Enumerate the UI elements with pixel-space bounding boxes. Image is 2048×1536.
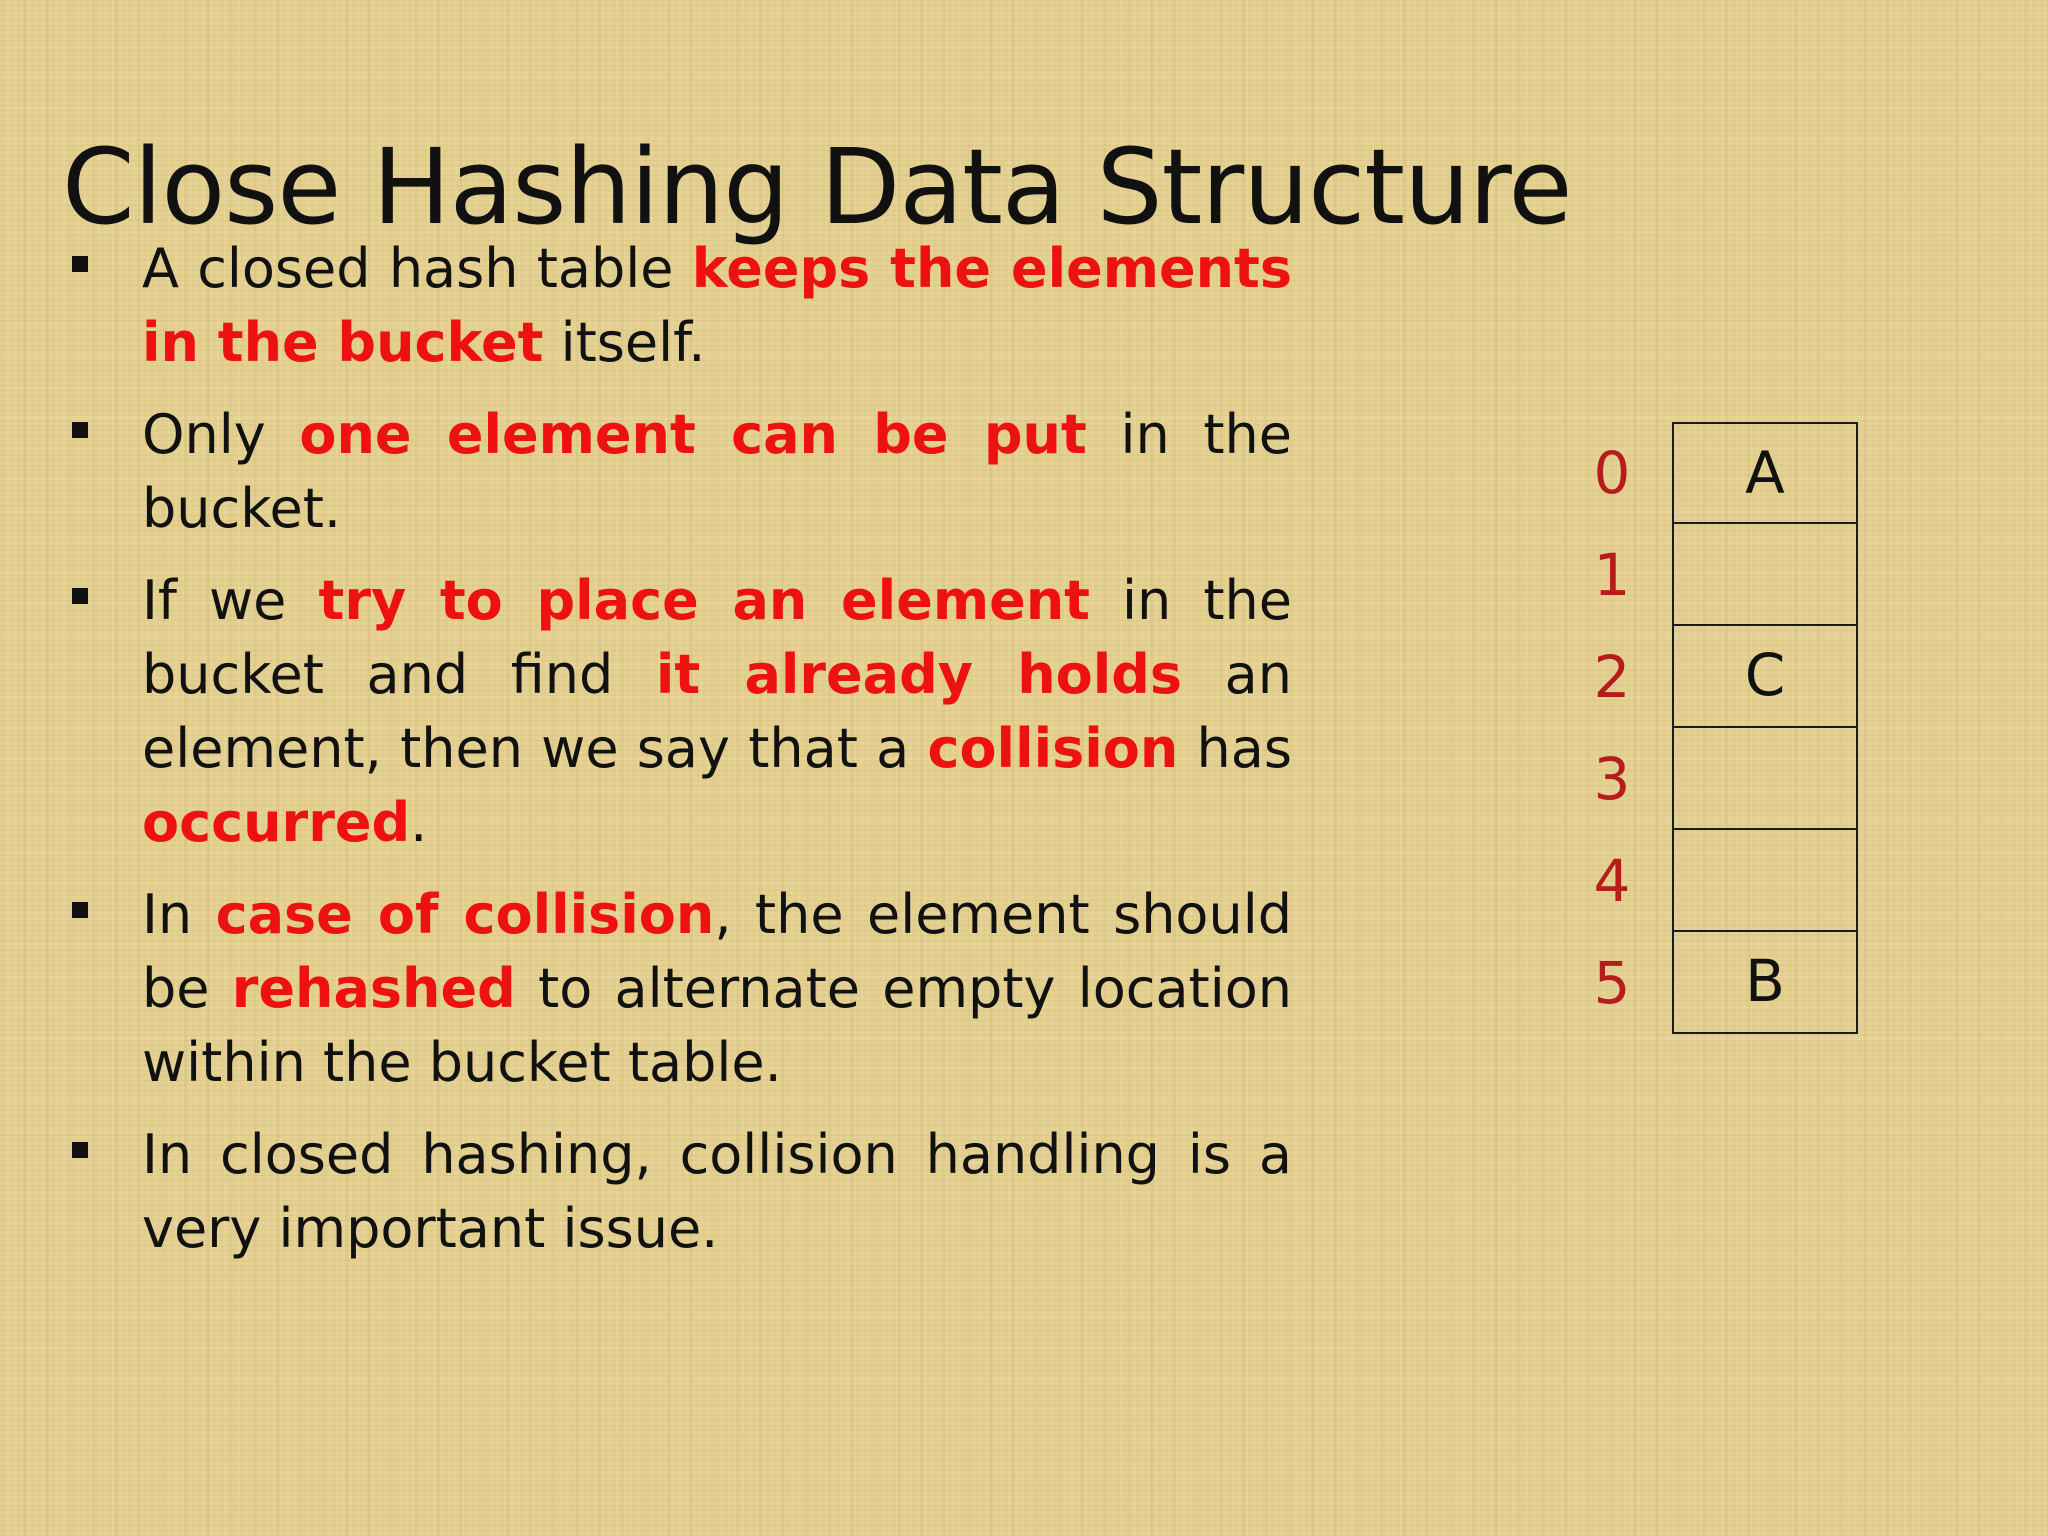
bucket-index: 0	[1593, 439, 1631, 507]
slide-title: Close Hashing Data Structure	[62, 125, 1572, 248]
bullet-text: Only	[142, 403, 300, 466]
bucket-index: 4	[1593, 847, 1631, 915]
bullet-text: in the bucket.	[142, 403, 1293, 540]
bucket-cell: A	[1672, 422, 1858, 524]
highlight-text: collision	[927, 717, 1179, 780]
bucket-cell: C	[1672, 626, 1858, 728]
square-bullet-icon	[72, 422, 88, 438]
bullet-item	[62, 232, 1292, 380]
highlight-text: it already holds	[655, 643, 1183, 706]
square-bullet-icon	[72, 256, 88, 272]
bullet-item	[62, 878, 1292, 1100]
square-bullet-icon	[72, 588, 88, 604]
highlight-text: occurred	[142, 791, 411, 854]
bullet-text: itself.	[543, 311, 706, 374]
bucket-index: 3	[1593, 745, 1631, 813]
bucket-index: 5	[1593, 949, 1631, 1017]
square-bullet-icon	[72, 902, 88, 918]
bullet-item	[62, 1118, 1292, 1266]
bullet-item	[62, 398, 1292, 546]
highlight-text: one element can be put	[299, 403, 1087, 466]
highlight-text: rehashed	[231, 957, 516, 1020]
bullet-list	[62, 232, 1292, 1284]
bullet-text: A closed hash table	[142, 237, 692, 300]
highlight-text: case of collision	[215, 883, 715, 946]
bullet-text: an element, then we say that a	[142, 643, 1292, 780]
bullet-text: .	[410, 791, 428, 854]
bucket-cell: B	[1672, 932, 1858, 1034]
bullet-item	[62, 564, 1292, 860]
bucket-cell	[1672, 830, 1858, 932]
bullet-text: in the bucket and find	[142, 569, 1292, 706]
bullet-text: has	[1178, 717, 1292, 780]
bucket-cell	[1672, 524, 1858, 626]
bullet-text: , the element should be	[142, 883, 1292, 1020]
highlight-text: try to place an element	[318, 569, 1090, 632]
square-bullet-icon	[72, 1142, 88, 1158]
bucket-index: 1	[1593, 541, 1631, 609]
bullet-text: to alternate empty location within the bucket table.	[142, 957, 1292, 1094]
bullet-text: If we	[142, 569, 319, 632]
bucket-cell	[1672, 728, 1858, 830]
highlight-text: keeps the elements in the bucket	[142, 237, 1292, 374]
bucket-index: 2	[1593, 643, 1631, 711]
bullet-text: In	[142, 883, 216, 946]
bullet-text: In closed hashing, collision handling is a very important issue.	[142, 1123, 1292, 1260]
